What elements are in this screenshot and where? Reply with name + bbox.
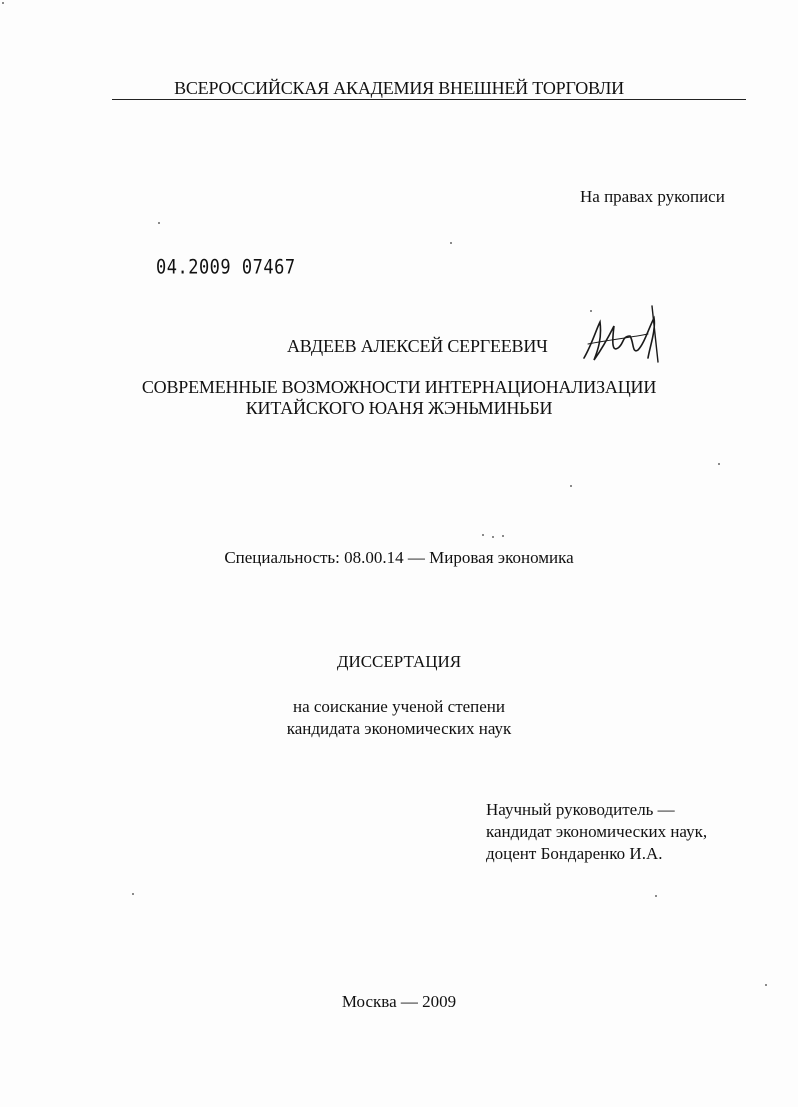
- degree-line-1: на соискание ученой степени: [292, 697, 506, 716]
- scan-speck: [450, 242, 452, 244]
- supervisor-line-3: доцент Бондаренко И.А.: [486, 844, 663, 863]
- author-name: АВДЕЕВ АЛЕКСЕЙ СЕРГЕЕВИЧ: [287, 336, 548, 356]
- title-line-1: СОВРЕМЕННЫЕ ВОЗМОЖНОСТИ ИНТЕРНАЦИОНАЛИЗАЦИИ: [141, 377, 657, 397]
- scan-speck: [718, 463, 720, 465]
- institution-header: ВСЕРОССИЙСКАЯ АКАДЕМИЯ ВНЕШНЕЙ ТОРГОВЛИ: [174, 78, 624, 98]
- scan-speck: [2, 2, 4, 4]
- scan-speck: [655, 895, 657, 897]
- scan-speck: [492, 536, 494, 538]
- degree-line-2: кандидата экономических наук: [286, 719, 512, 738]
- scan-speck: [502, 535, 504, 537]
- scan-speck: [570, 485, 572, 487]
- scan-speck: [482, 534, 484, 536]
- header-rule: [112, 99, 746, 100]
- city-year: Москва — 2009: [341, 992, 457, 1011]
- scan-speck: [132, 893, 134, 895]
- title-line-2: КИТАЙСКОГО ЮАНЯ ЖЭНЬМИНЬБИ: [245, 398, 553, 418]
- supervisor-line-2: кандидат экономических наук,: [486, 822, 708, 841]
- scan-speck: [765, 984, 767, 986]
- supervisor-line-1: Научный руководитель —: [486, 800, 675, 819]
- specialty: Специальность: 08.00.14 — Мировая экономика: [224, 548, 574, 567]
- rights-note: На правах рукописи: [580, 187, 725, 206]
- archive-number: 04.2009 07467: [156, 256, 296, 279]
- document-type: ДИССЕРТАЦИЯ: [336, 652, 462, 671]
- scan-speck: [590, 310, 592, 312]
- scan-speck: [158, 222, 160, 224]
